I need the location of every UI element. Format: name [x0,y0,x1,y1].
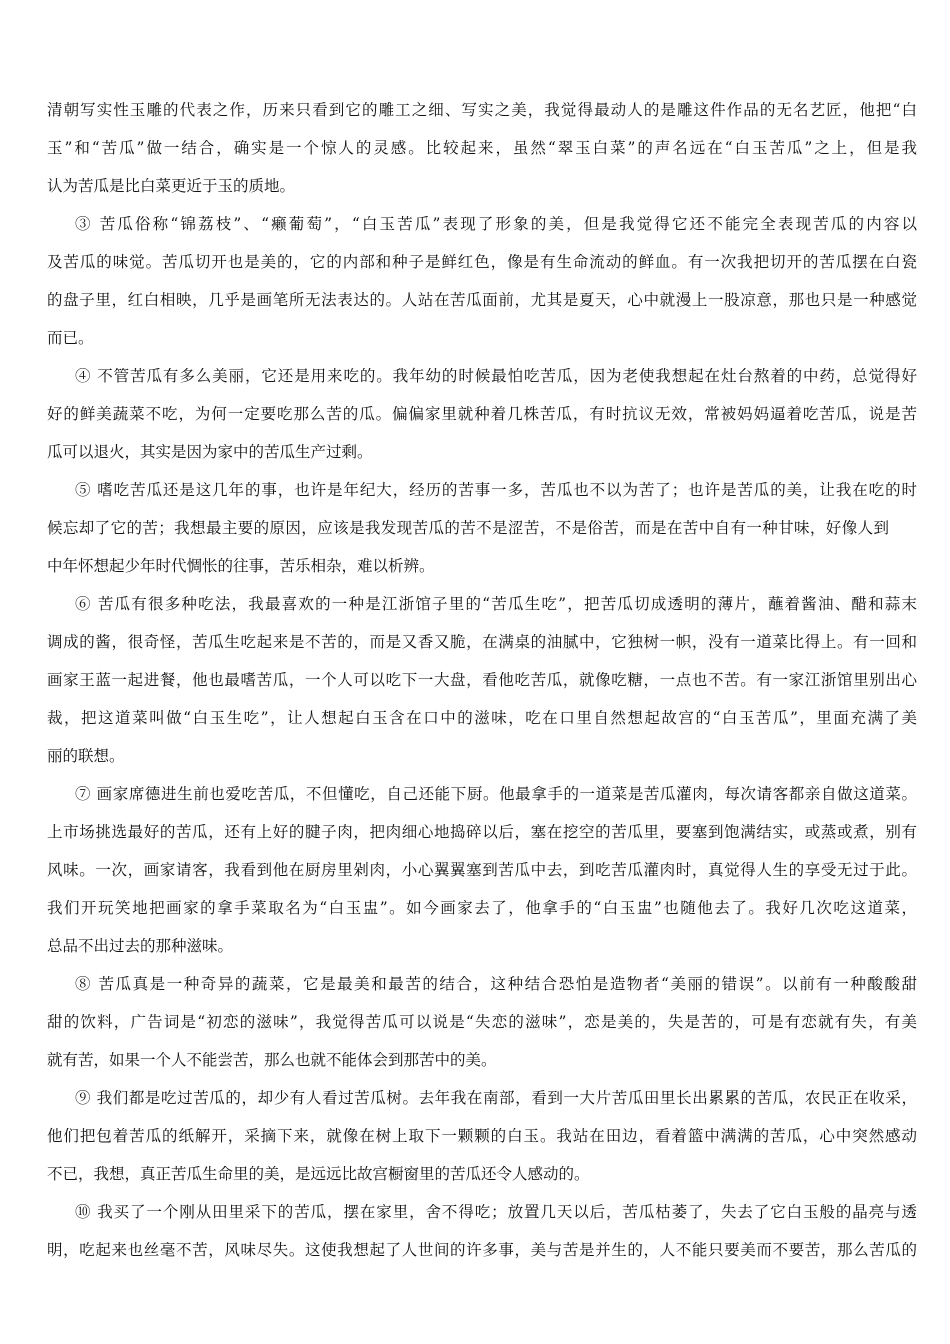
text-line: 风味。一次，画家请客，我看到他在厨房里剁肉，小心翼翼塞到苦瓜中去，到吃苦瓜灌肉时，真觉得人生的享受无过于此。 [47,861,917,879]
paragraph-4-first-line: ④ 不管苦瓜有多么美丽，它还是用来吃的。我年幼的时候最怕吃苦瓜，因为老使我想起在灶台熬着的中药，总觉得好 [75,367,917,385]
text-line: 及苦瓜的味觉。苦瓜切开也是美的，它的内部和种子是鲜红色，像是有生命流动的鲜血。有一次我把切开的苦瓜摆在白瓷 [47,253,917,271]
text-line: 明，吃起来也丝毫不苦，风味尽失。这使我想起了人世间的许多事，美与苦是并生的，人不能只要美而不要苦，那么苦瓜的 [47,1241,917,1259]
paragraph-3-first-line: ③ 苦瓜俗称“锦荔枝”、“癞葡萄”，“白玉苦瓜”表现了形象的美，但是我觉得它还不能完全表现苦瓜的内容以 [75,215,917,233]
text-line: 调成的酱，很奇怪，苦瓜生吃起来是不苦的，而是又香又脆，在满桌的油腻中，它独树一帜，没有一道菜比得上。有一回和 [47,633,917,651]
paragraph-5-first-line: ⑤ 嗜吃苦瓜还是这几年的事，也许是年纪大，经历的苦事一多，苦瓜也不以为苦了；也许是苦瓜的美，让我在吃的时 [75,481,917,499]
text-line: 甜的饮料，广告词是“初恋的滋味”，我觉得苦瓜可以说是“失恋的滋味”，恋是美的，失是苦的，可是有恋就有失，有美 [47,1013,917,1031]
text-line: 画家王蓝一起进餐，他也最嗜苦瓜，一个人可以吃下一大盘，看他吃苦瓜，就像吃糖，一点也不苦。有一家江浙馆里别出心 [47,671,917,689]
text-line: 不已，我想，真正苦瓜生命里的美，是远远比故宫橱窗里的苦瓜还令人感动的。 [47,1165,590,1183]
text-line: 的盘子里，红白相映，几乎是画笔所无法表达的。人站在苦瓜面前，尤其是夏天，心中就漫上一股凉意，那也只是一种感觉 [47,291,917,309]
paragraph-8-first-line: ⑧ 苦瓜真是一种奇异的蔬菜，它是最美和最苦的结合，这种结合恐怕是造物者“美丽的错误”。以前有一种酸酸甜 [75,975,917,993]
text-line: 上市场挑选最好的苦瓜，还有上好的腱子肉，把肉细心地捣碎以后，塞在挖空的苦瓜里，要塞到饱满结实，或蒸或煮，别有 [47,823,917,841]
paragraph-9-first-line: ⑨ 我们都是吃过苦瓜的，却少有人看过苦瓜树。去年我在南部，看到一大片苦瓜田里长出累累的苦瓜，农民正在收采， [75,1089,917,1107]
text-line: 中年怀想起少年时代惆怅的往事，苦乐相杂，难以析辨。 [47,557,435,575]
text-line: 裁，把这道菜叫做“白玉生吃”，让人想起白玉含在口中的滋味，吃在口里自然想起故宫的“白玉苦瓜”，里面充满了美 [47,709,917,727]
text-line: 丽的联想。 [47,747,125,765]
text-line: 好的鲜美蔬菜不吃，为何一定要吃那么苦的瓜。偏偏家里就种着几株苦瓜，有时抗议无效，常被妈妈逼着吃苦瓜，说是苦 [47,405,917,423]
text-line: 就有苦，如果一个人不能尝苦，那么也就不能体会到那苦中的美。 [47,1051,497,1069]
text-line: 候忘却了它的苦；我想最主要的原因，应该是我发现苦瓜的苦不是涩苦，不是俗苦，而是在苦中自有一种甘味，好像人到 [47,519,889,537]
text-line: 而已。 [47,329,94,347]
text-line: 认为苦瓜是比白菜更近于玉的质地。 [47,177,296,195]
paragraph-7-first-line: ⑦ 画家席德进生前也爱吃苦瓜，不但懂吃，自己还能下厨。他最拿手的一道菜是苦瓜灌肉，每次请客都亲自做这道菜。 [75,785,917,803]
text-line: 清朝写实性玉雕的代表之作，历来只看到它的雕工之细、写实之美，我觉得最动人的是雕这件作品的无名艺匠，他把“白 [47,101,917,119]
text-line: 玉”和“苦瓜”做一结合，确实是一个惊人的灵感。比较起来，虽然“翠玉白菜”的声名远在“白玉苦瓜”之上，但是我 [47,139,917,157]
text-line: 他们把包着苦瓜的纸解开，采摘下来，就像在树上取下一颗颗的白玉。我站在田边，看着篮中满满的苦瓜，心中突然感动 [47,1127,917,1145]
text-line: 我们开玩笑地把画家的拿手菜取名为“白玉盅”。如今画家去了，他拿手的“白玉盅”也随他去了。我好几次吃这道菜， [47,899,917,917]
text-line: 瓜可以退火，其实是因为家中的苦瓜生产过剩。 [47,443,373,461]
text-line: 总品不出过去的那种滋味。 [47,937,234,955]
paragraph-10-first-line: ⑩ 我买了一个刚从田里采下的苦瓜，摆在家里，舍不得吃；放置几天以后，苦瓜枯萎了，失去了它白玉般的晶亮与透 [75,1203,917,1221]
paragraph-6-first-line: ⑥ 苦瓜有很多种吃法，我最喜欢的一种是江浙馆子里的“苦瓜生吃”，把苦瓜切成透明的薄片，蘸着酱油、醋和蒜末 [75,595,917,613]
